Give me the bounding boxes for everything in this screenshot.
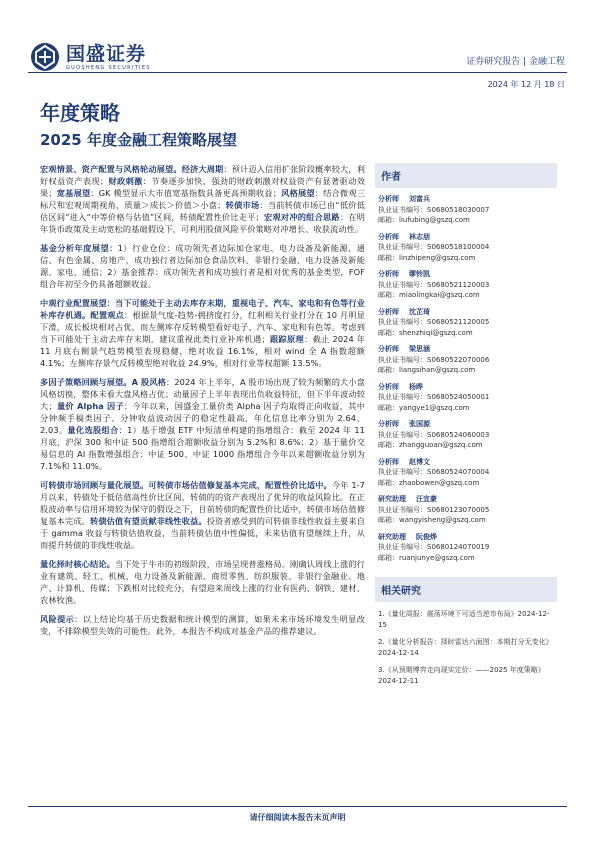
body-text: 1）行业仓位：成功领先者边际加仓家电、电力设备及新能源、通信、有色金属、房地产，成功独行者边际加仓食品饮料、非银行金融、电力设备及新能源、家电、通信；2）基金推荐：成功领先者和成功独行者是相对优秀的基金类型，FOF 组合年初至今仍具备超额收益。: [40, 243, 365, 289]
author-cert: 执业证书编号：S0680522070006: [378, 355, 490, 364]
related-research-list: [375, 609, 557, 686]
emphasis-text: 经济大周期: [181, 164, 224, 174]
author-email[interactable]: 邮箱：zhaobowen@gszq.com: [378, 478, 480, 487]
summary-paragraph: [40, 558, 365, 606]
body-text: ：节奏逐步加快、强劲的财政刺激对权益资产有显著驱动效果；: [40, 176, 365, 198]
paragraph-heading: 量化择时核心结论。: [40, 559, 116, 569]
author-name: 杨晔: [409, 382, 423, 391]
logo-subtext: GUOSHENG SECURITIES: [66, 64, 151, 71]
paragraph-heading: 宏观情景、资产配置与风格轮动展望。: [40, 164, 182, 174]
author-name: 张国源: [409, 420, 430, 428]
author-role: 分析师: [378, 345, 399, 353]
report-type: 证券研究报告 | 金融工程: [466, 57, 565, 67]
author-entry: [378, 532, 554, 564]
author-cert: 执业证书编号：S0680524060003: [378, 430, 490, 439]
logo: [30, 42, 151, 72]
body-text: 当下处于牛市的初级阶段，市场呈现普涨格局。刚确认周线上涨的行业有建筑、轻工、机械、电力设备及新能源、商贸零售、纺织服装、非银行金融业、地产、计算机、传媒；下跌相对比较充分，有望迎来周线上涨的行业有医药、钢铁、建材、农林牧渔。: [40, 559, 365, 605]
author-cert: 执业证书编号：S0680524070004: [378, 468, 490, 476]
author-email[interactable]: 邮箱：miaolingkai@gszq.com: [378, 291, 480, 299]
emphasis-text: 宽基展望: [56, 188, 91, 198]
author-entry: [378, 494, 554, 526]
emphasis-text: 转债市场: [225, 200, 260, 210]
author-name: 沈芷琦: [409, 307, 430, 316]
emphasis-text: A 股风格: [131, 377, 167, 387]
body-text: ：GK 模型显示大市值宽基指数具备更高预期收益；: [90, 188, 282, 198]
author-role: 分析师: [378, 270, 399, 278]
author-cert: 执业证书编号：S0680521120003: [378, 280, 490, 289]
author-entry: [378, 194, 554, 226]
author-name: 阮俊烨: [416, 532, 437, 541]
main-content: [40, 163, 365, 637]
emphasis-text: 风格展望: [281, 188, 315, 198]
emphasis-text: 跟踪原理: [269, 334, 305, 344]
author-entry: [378, 232, 554, 264]
author-name: 赵博文: [409, 457, 430, 466]
author-name: 林志朋: [409, 232, 430, 241]
author-name: 汪宜豪: [416, 495, 437, 503]
page-title: 2025 年度金融工程策略展望: [40, 131, 237, 149]
report-date: 2024 年 12 月 18 日: [487, 80, 565, 89]
author-role: 分析师: [378, 420, 399, 428]
summary-paragraph: [40, 479, 365, 551]
author-name: 梁思涵: [409, 345, 430, 353]
related-research-link[interactable]: 2.《量化分析报告：择时雷达六面图：本期打分无变化》2024-12-14: [378, 638, 553, 657]
author-role: 分析师: [378, 232, 399, 241]
footer-divider: [28, 806, 567, 807]
emphasis-text: 转债估值有望贡献非线性收益。: [90, 516, 207, 526]
emphasis-text: 量化选股组合: [67, 425, 119, 435]
related-research-heading: 相关研究: [375, 577, 557, 602]
emphasis-text: 宏观对冲的组合思路: [263, 212, 340, 222]
body-text: ：1）基于增强 ETF 中短清单构建的指增组合：截至 2024 年 11 月底，沪深 300 和中证 500 指增组合超额收益分别为 5.2%和 8.6%；2）基于量价交易信息的 AI 指数增强组合：中证 500、中证 1000 指增组合今年以来超额收益分别为 7.1%和 11.0%。: [40, 425, 365, 471]
author-entry: [378, 382, 554, 414]
doc-type-heading: 年度策略: [40, 101, 120, 125]
body-text: ：在明年货币政策及主动宽松的基础假设下，可利用股债风险平价策略对冲增长、收获流动性。: [40, 212, 365, 234]
author-cert: 执业证书编号：S0680518100004: [378, 243, 490, 251]
author-role: 研究助理: [378, 532, 406, 541]
body-text: ：截止 2024 年 11 月底右侧景气趋势模型表现稳健，绝对收益 16.1%，相对 wind 全 A 指数超额 4.1%；左侧库存景气反转模型绝对收益 24.9%，相对行业等权超额 13.5%。: [40, 334, 366, 368]
summary-paragraph: [40, 163, 365, 235]
author-entry: [378, 457, 554, 489]
author-email[interactable]: 邮箱：liufubing@gszq.com: [378, 216, 470, 224]
body-text: ：2024 年上半年，A 股市场出现了较为频繁的大小盘风格切换，整体未看大盘风格占优；动量因子上半年表现出负收益特征，但下半年波动较大；: [40, 377, 366, 411]
author-email[interactable]: 邮箱：wangyisheng@gszq.com: [378, 516, 486, 524]
body-text: 投资者感受到的可转债非线性收益主要来自于 gamma 收益与转债估值收益，当前转债估值中性偏低，未来估值有望继续上升，从而提升转债的非线性收益。: [40, 516, 366, 550]
body-text: ：当前转债市场已由“低价低估区间”进入“中等价格与估值”区间，转债配置性价比走平；: [40, 200, 366, 222]
body-text: ：今年以来，国盛金工量价类 Alpha 因子均取得正向收益，其中分钟频手稿类因子、分钟收益波动因子的稳定性最高，年化信息比率分别为 2.64、2.03。: [40, 401, 365, 435]
summary-paragraph: [40, 376, 365, 472]
header-divider: [28, 72, 567, 73]
authors-list: [375, 194, 557, 563]
emphasis-text: 配置观点: [90, 310, 125, 320]
authors-heading: 作者: [375, 163, 557, 188]
author-cert: 执业证书编号：S0680518030007: [378, 205, 490, 214]
author-email[interactable]: 邮箱：shenzhiqi@gszq.com: [378, 328, 473, 337]
author-cert: 执业证书编号：S0680124070019: [378, 543, 490, 551]
body-text: ：结合微观三标尺和宏观周期视角，质量＞成长＞价值＞小盘；: [40, 188, 365, 210]
author-entry: [378, 307, 554, 339]
body-text: ：根据景气度-趋势-拥挤度打分，红利相关行业打分在 10 月明显下滑，成长板块相对占优，而左侧库存反转模型看好电子、汽车、家电和有色等。考虑到当下可能处于主动去库存末期，建议重视此类行业补库机遇；: [40, 310, 366, 344]
related-research-link[interactable]: 1.《量化周报：震荡环境下可适当逆市布局》2024-12-15: [378, 610, 550, 629]
author-name: 刘富兵: [409, 195, 430, 203]
author-role: 分析师: [378, 382, 399, 391]
author-entry: [378, 419, 554, 451]
guosheng-logo-icon: [30, 42, 60, 72]
related-research-link[interactable]: 3.《从预期博弈走向现实定价：——2025 年度策略》2024-12-11: [378, 666, 545, 685]
footer-disclaimer: 请仔细阅读本报告末页声明: [249, 813, 346, 822]
author-role: 分析师: [378, 457, 399, 466]
author-role: 分析师: [378, 307, 399, 316]
author-email[interactable]: 邮箱：ruanjunye@gszq.com: [378, 553, 475, 562]
author-role: 分析师: [378, 195, 399, 203]
paragraph-heading: 多因子策略回顾与展望。: [40, 377, 132, 387]
body-text: ：预计迈入信用扩张阶段概率较大，利好权益资产表现；: [40, 164, 365, 186]
author-email[interactable]: 邮箱：liangsihan@gszq.com: [378, 366, 476, 374]
body-text: ：以上结论均基于历史数据和统计模型的测算，如果未来市场环境发生明显改变，不排除模型失效的可能性。此外，本报告不构成对基金产品的推荐建议。: [40, 614, 366, 636]
logo-text: 国盛证券: [66, 42, 147, 65]
author-role: 研究助理: [378, 495, 406, 503]
author-name: 缪铃凯: [409, 270, 430, 278]
author-email[interactable]: 邮箱：yangye1@gszq.com: [378, 403, 470, 412]
emphasis-text: 量价 Alpha 因子: [56, 401, 124, 411]
emphasis-text: 财政刺激: [108, 176, 143, 186]
summary-paragraph: [40, 242, 365, 290]
author-email[interactable]: 邮箱：zhangguoan@gszq.com: [378, 441, 483, 449]
author-email[interactable]: 邮箱：linzhipeng@gszq.com: [378, 253, 476, 262]
author-cert: 执业证书编号：S0680521120005: [378, 318, 490, 326]
body-text: 今年 1-7 月以来，转债处于低估值高性价比区间，转债的的资产表现出了优异的收益风险比。在正股波动率与信用环境较为保守的假设之下，目前转债的配置性价比适中，转债市场估值修复基本完成。: [40, 480, 365, 526]
summary-paragraph: [40, 297, 365, 369]
summary-paragraph: [40, 613, 365, 637]
author-entry: [378, 344, 554, 376]
paragraph-heading: 中观行业配置展望：当下可能处于主动去库存末期，重视电子、汽车、家电和有色等行业补库存机遇。: [40, 298, 365, 320]
author-entry: [378, 269, 554, 301]
author-cert: 执业证书编号：S0680524050001: [378, 393, 490, 401]
author-cert: 执业证书编号：S0680123070005: [378, 505, 490, 514]
paragraph-heading: 基金分析年度展望：: [40, 243, 118, 253]
sidebar: [375, 163, 557, 686]
paragraph-heading: 可转债市场回顾与量化展望。可转债市场估值修复基本完成，配置性价比适中。: [40, 480, 332, 490]
paragraph-heading: 风险提示: [40, 614, 75, 624]
